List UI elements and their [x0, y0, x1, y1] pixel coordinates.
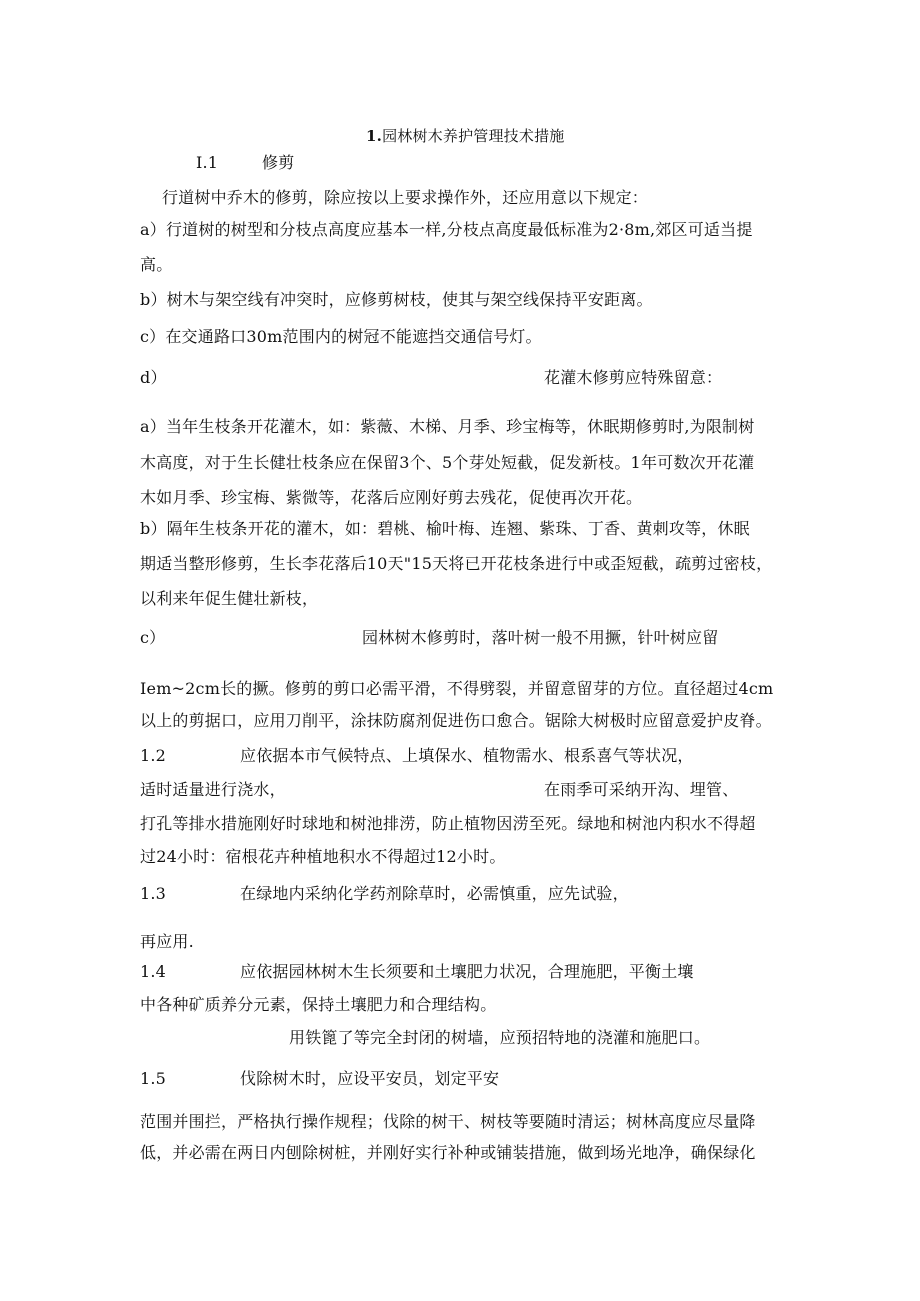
- title-text: 园林树木养护管理技术措施: [382, 127, 565, 145]
- paragraph-line: a）当年生枝条开花灌木，如：紫薇、木梯、月季、珍宝梅等，休眠期修剪时,为限制树: [140, 417, 755, 436]
- paragraph-line: 用铁篦了等完全封闭的树墙，应预招特地的浇灌和施肥口。: [289, 1028, 711, 1047]
- paragraph-line: Iem~2cm长的撅。修剪的剪口必需平滑，不得劈裂，并留意留芽的方位。直径超过4cm: [140, 679, 774, 698]
- paragraph-line: 行道树中乔木的修剪，除应按以上要求操作外，还应用意以下规定：: [162, 188, 649, 207]
- paragraph-line: 低，并必需在两日内刨除树桩，并刚好实行补种或铺装措施，做到场光地净，确保绿化: [140, 1143, 756, 1162]
- paragraph-line: 花灌木修剪应特殊留意：: [544, 368, 723, 387]
- list-marker-d: d）: [140, 368, 167, 387]
- paragraph-line: 过24小时：宿根花卉种植地积水不得超过12小时。: [140, 847, 506, 866]
- title-number: 1.: [366, 127, 383, 145]
- section-number: 1.5: [140, 1069, 167, 1088]
- paragraph-line: b）隔年生枝条开花的灌木，如：碧桃、榆叶梅、连翘、紫珠、丁香、黄刺攻等，休眠: [140, 519, 750, 538]
- paragraph-line: 再应用.: [140, 932, 194, 951]
- paragraph-line: 以利来年促生健壮新枝，: [140, 589, 319, 608]
- paragraph-line: 适时适量进行浇水，: [140, 780, 286, 799]
- paragraph-line: 应依据本市气候特点、上填保水、植物需水、根系喜气等状况，: [240, 746, 694, 765]
- paragraph-line: 园林树木修剪时，落叶树一般不用撅，针叶树应留: [362, 628, 719, 647]
- paragraph-line: 在雨季可采纳开沟、埋管、: [544, 780, 739, 799]
- paragraph-line: 中各种矿质养分元素，保持土壤肥力和合理结构。: [140, 995, 497, 1014]
- list-marker-c: c）: [140, 628, 166, 647]
- paragraph-line: 打孔等排水措施刚好时球地和树池排涝，防止植物因涝至死。绿地和树池内积水不得超: [140, 814, 756, 833]
- document-title: [366, 125, 564, 147]
- section-number: 1.3: [140, 884, 167, 903]
- paragraph-line: 木如月季、珍宝梅、紫微等，花落后应刚好剪去残花，促使再次开花。: [140, 488, 643, 507]
- paragraph-line: 应依据园林树木生长须要和土壤肥力状况，合理施肥，平衡土壤: [240, 962, 694, 981]
- paragraph-line: b）树木与架空线有冲突时，应修剪树枝，使其与架空线保持平安距离。: [140, 290, 653, 309]
- paragraph-line: a）行道树的树型和分枝点高度应基本一样,分枝点高度最低标准为2·8m,郊区可适当提: [140, 220, 753, 239]
- section-number: 1.2: [140, 746, 167, 765]
- paragraph-line: 木高度，对于生长健壮枝条应在保留3个、5个芽处短截，促发新枝。1年可数次开花灌: [140, 453, 755, 472]
- paragraph-line: 范围并围拦，严格执行操作规程；伐除的树干、树枝等要随时清运；树林高度应尽量降: [140, 1112, 756, 1131]
- paragraph-line: 以上的剪据口，应用刀削平，涂抹防腐剂促进伤口愈合。锯除大树极时应留意爱护皮脊。: [140, 711, 772, 730]
- paragraph-line: 期适当整形修剪，生长李花落后10天"15天将已开花枝条进行中或歪短截，疏剪过密枝，: [140, 554, 773, 573]
- paragraph-line: c）在交通路口30m范围内的树冠不能遮挡交通信号灯。: [140, 327, 542, 346]
- section-1-1-title: 修剪: [262, 153, 295, 172]
- section-number: 1.4: [140, 962, 167, 981]
- section-1-1-number: I.1: [196, 153, 219, 172]
- paragraph-line: 在绿地内采纳化学药剂除草时，必需慎重，应先试验，: [240, 884, 629, 903]
- paragraph-line: 伐除树木时，应设平安员，划定平安: [240, 1069, 500, 1088]
- paragraph-line: 高。: [140, 255, 173, 274]
